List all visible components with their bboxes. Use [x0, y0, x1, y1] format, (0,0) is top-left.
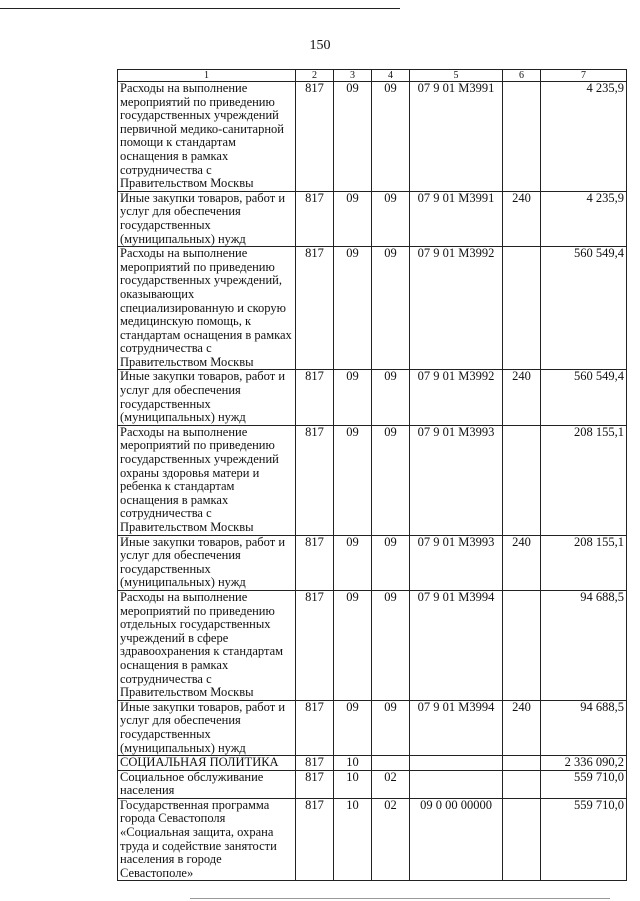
expense-type-cell — [503, 425, 541, 535]
expense-type-cell — [503, 770, 541, 798]
amount-cell: 560 549,4 — [541, 247, 627, 370]
table-row — [118, 700, 627, 755]
amount-cell: 4 235,9 — [541, 191, 627, 246]
ministry-code-cell: 817 — [296, 798, 334, 881]
expense-type-cell — [503, 798, 541, 881]
target-article-cell — [410, 770, 503, 798]
table-row — [118, 798, 627, 881]
subsection-code-cell: 09 — [372, 535, 410, 590]
subsection-code-cell: 09 — [372, 590, 410, 700]
expense-name-cell: Иные закупки товаров, работ и услуг для обеспечения государственных (муниципальных) нужд — [118, 370, 296, 425]
amount-cell: 208 155,1 — [541, 425, 627, 535]
column-header: 7 — [541, 70, 627, 82]
ministry-code-cell: 817 — [296, 191, 334, 246]
page-number: 150 — [309, 38, 331, 53]
table-row — [118, 425, 627, 535]
subsection-code-cell: 09 — [372, 247, 410, 370]
table-row — [118, 370, 627, 425]
amount-cell: 559 710,0 — [541, 798, 627, 881]
expense-name-cell: Расходы на выполнение мероприятий по приведению государственных учреждений первичной медико-санитарной помощи к стандартам оснащения в рамках сотрудничества с Правительством Москвы — [118, 82, 296, 192]
target-article-cell: 07 9 01 M3993 — [410, 535, 503, 590]
column-header: 2 — [296, 70, 334, 82]
column-header: 5 — [410, 70, 503, 82]
amount-cell: 94 688,5 — [541, 700, 627, 755]
section-code-cell: 09 — [334, 82, 372, 192]
expense-name-cell: Социальное обслуживание населения — [118, 770, 296, 798]
ministry-code-cell: 817 — [296, 756, 334, 771]
table-row — [118, 247, 627, 370]
ministry-code-cell: 817 — [296, 700, 334, 755]
column-header: 6 — [503, 70, 541, 82]
section-code-cell: 09 — [334, 191, 372, 246]
expense-type-cell — [503, 247, 541, 370]
ministry-code-cell: 817 — [296, 370, 334, 425]
expense-name-cell: Иные закупки товаров, работ и услуг для обеспечения государственных (муниципальных) нужд — [118, 700, 296, 755]
ministry-code-cell: 817 — [296, 247, 334, 370]
expense-name-cell: Иные закупки товаров, работ и услуг для обеспечения государственных (муниципальных) нужд — [118, 535, 296, 590]
section-code-cell: 10 — [334, 770, 372, 798]
target-article-cell: 07 9 01 M3992 — [410, 247, 503, 370]
subsection-code-cell: 09 — [372, 191, 410, 246]
expense-name-cell: СОЦИАЛЬНАЯ ПОЛИТИКА — [118, 756, 296, 771]
amount-cell: 208 155,1 — [541, 535, 627, 590]
table-row — [118, 590, 627, 700]
section-code-cell: 09 — [334, 535, 372, 590]
ministry-code-cell: 817 — [296, 535, 334, 590]
ministry-code-cell: 817 — [296, 425, 334, 535]
target-article-cell: 07 9 01 M3993 — [410, 425, 503, 535]
section-code-cell: 09 — [334, 425, 372, 535]
table-row — [118, 756, 627, 771]
expense-name-cell: Расходы на выполнение мероприятий по приведению отдельных государственных учреждений в сфере здравоохранения к стандартам оснащения в рамках сотрудничества с Правительством Москвы — [118, 590, 296, 700]
expense-type-cell — [503, 590, 541, 700]
expense-name-cell: Государственная программа города Севастополя «Социальная защита, охрана труда и содействие занятости населения в городе Севастополе» — [118, 798, 296, 881]
table-row — [118, 191, 627, 246]
table-row — [118, 535, 627, 590]
ministry-code-cell: 817 — [296, 590, 334, 700]
column-header: 4 — [372, 70, 410, 82]
subsection-code-cell: 09 — [372, 370, 410, 425]
ministry-code-cell: 817 — [296, 82, 334, 192]
target-article-cell: 09 0 00 00000 — [410, 798, 503, 881]
table-header-row — [118, 70, 627, 82]
table-row — [118, 770, 627, 798]
expense-type-cell: 240 — [503, 191, 541, 246]
subsection-code-cell — [372, 756, 410, 771]
subsection-code-cell: 09 — [372, 700, 410, 755]
amount-cell: 560 549,4 — [541, 370, 627, 425]
subsection-code-cell: 09 — [372, 425, 410, 535]
column-header: 1 — [118, 70, 296, 82]
subsection-code-cell: 02 — [372, 798, 410, 881]
expense-type-cell — [503, 82, 541, 192]
section-code-cell: 09 — [334, 247, 372, 370]
top-rule — [0, 8, 400, 9]
expense-name-cell: Расходы на выполнение мероприятий по приведению государственных учреждений, оказывающих специализированную и скорую медицинскую помощь, к стандартам оснащения в рамках сотрудничества с Правительством Москвы — [118, 247, 296, 370]
target-article-cell: 07 9 01 M3991 — [410, 191, 503, 246]
expense-type-cell — [503, 756, 541, 771]
amount-cell: 559 710,0 — [541, 770, 627, 798]
section-code-cell: 09 — [334, 370, 372, 425]
target-article-cell: 07 9 01 M3992 — [410, 370, 503, 425]
expense-type-cell: 240 — [503, 700, 541, 755]
subsection-code-cell: 02 — [372, 770, 410, 798]
amount-cell: 4 235,9 — [541, 82, 627, 192]
table-row — [118, 82, 627, 192]
expense-name-cell: Расходы на выполнение мероприятий по приведению государственных учреждений охраны здоровья матери и ребенка к стандартам оснащения в рамках сотрудничества с Правительством Москвы — [118, 425, 296, 535]
expense-type-cell: 240 — [503, 535, 541, 590]
section-code-cell: 09 — [334, 700, 372, 755]
expense-name-cell: Иные закупки товаров, работ и услуг для обеспечения государственных (муниципальных) нужд — [118, 191, 296, 246]
target-article-cell: 07 9 01 M3994 — [410, 590, 503, 700]
section-code-cell: 10 — [334, 756, 372, 771]
expense-type-cell: 240 — [503, 370, 541, 425]
target-article-cell: 07 9 01 M3991 — [410, 82, 503, 192]
target-article-cell: 07 9 01 M3994 — [410, 700, 503, 755]
section-code-cell: 09 — [334, 590, 372, 700]
bottom-rule — [190, 898, 610, 899]
amount-cell: 94 688,5 — [541, 590, 627, 700]
column-header: 3 — [334, 70, 372, 82]
section-code-cell: 10 — [334, 798, 372, 881]
subsection-code-cell: 09 — [372, 82, 410, 192]
target-article-cell — [410, 756, 503, 771]
budget-table — [117, 69, 627, 881]
amount-cell: 2 336 090,2 — [541, 756, 627, 771]
ministry-code-cell: 817 — [296, 770, 334, 798]
